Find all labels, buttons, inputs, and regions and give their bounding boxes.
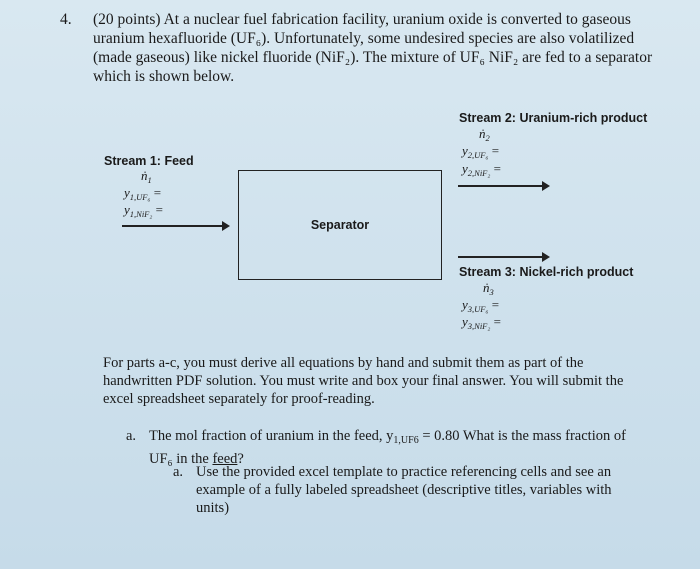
- question-text: (20 points) At a nuclear fuel fabrication facility, uranium oxide is converted to gaseous uranium hexafluoride (UF₆). Unfortunately, some undesired species are also volatilized (made gaseous) like nickel fluoride (NiF₂). The mixture of UF₆ NiF₂ are fed to a separator which is shown below.: [93, 11, 653, 85]
- stream2-y-nif2: $y_{2,NiF_2}$ =: [462, 161, 501, 178]
- question-number: 4.: [60, 11, 72, 28]
- stream1-label: Stream 1: Feed: [104, 154, 194, 168]
- stream2-y-uf6: $y_{2,UF_6}$ =: [462, 143, 500, 160]
- stream3-flow: ṅ$_3$: [483, 280, 494, 297]
- stream1-y-nif2: $y_{1,NiF_2}$ =: [124, 202, 163, 219]
- instructions-paragraph: For parts a-c, you must derive all equations by hand and submit them as part of the handwritten PDF solution. You must write and box your final answer. You will submit the excel spreadsheet separately for proof-reading.: [103, 355, 624, 407]
- separator-box: [238, 170, 442, 280]
- part-a-text: The mol fraction of uranium in the feed, $y_{1,UF6} = 0.80$ What is the mass fraction of UF₆ in the feed?: [149, 428, 626, 467]
- stream1-y-uf6: $y_{1,UF_6}$ =: [124, 185, 162, 202]
- stream1-arrow: [122, 225, 228, 227]
- stream3-arrow: [458, 256, 548, 258]
- subitem-text: Use the provided excel template to practice referencing cells and see an example of a fully labeled spreadsheet (descriptive titles, variables with units): [196, 464, 612, 516]
- stream1-flow: ṅ$_1$: [141, 168, 152, 185]
- stream3-label: Stream 3: Nickel-rich product: [459, 265, 634, 279]
- subitem-marker: a.: [173, 464, 184, 480]
- stream3-y-uf6: $y_{3,UF_6}$ =: [462, 297, 500, 314]
- stream3-y-nif2: $y_{3,NiF_2}$ =: [462, 314, 501, 331]
- separator-label: Separator: [310, 218, 370, 232]
- stream2-flow: ṅ$_2$: [479, 126, 490, 143]
- stream2-arrow: [458, 185, 548, 187]
- part-a-marker: a.: [126, 428, 137, 444]
- stream2-label: Stream 2: Uranium-rich product: [459, 111, 648, 125]
